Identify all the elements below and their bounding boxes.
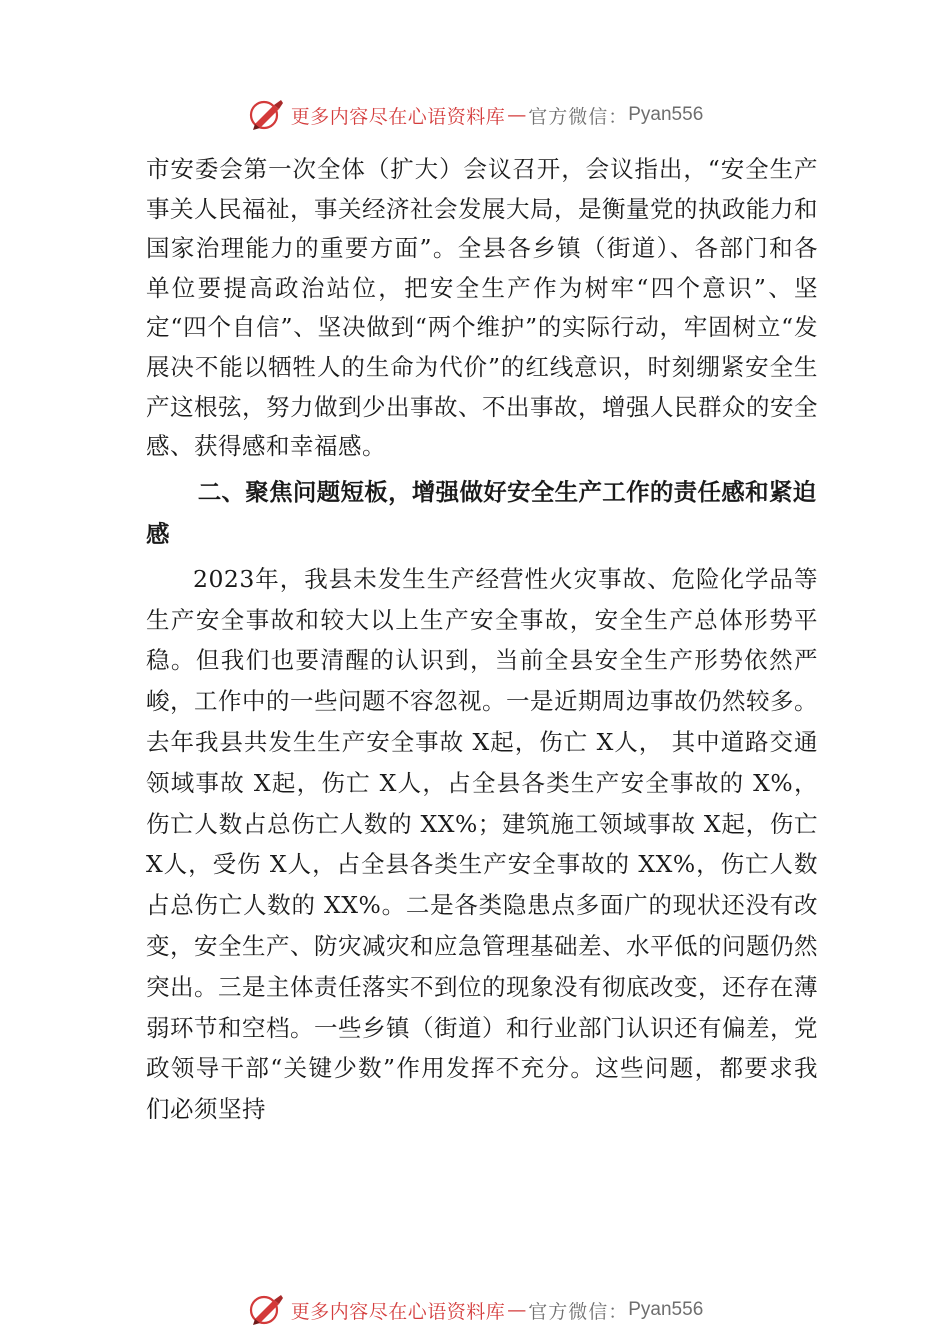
banner-wechat-id: Pyan556 bbox=[628, 1299, 704, 1320]
banner-slogan: 更多内容尽在心语资料库 bbox=[290, 105, 506, 128]
banner-wechat-label: 官方微信： bbox=[528, 1300, 629, 1323]
pen-logo-icon bbox=[247, 1292, 287, 1328]
footer-banner bbox=[0, 1290, 950, 1330]
banner-dash: — bbox=[507, 1299, 527, 1321]
document-body bbox=[146, 150, 818, 1130]
paragraph-2: 2023年，我县未发生生产经营性火灾事故、危险化学品等生产安全事故和较大以上生产安全事故，安全生产总体形势平稳。但我们也要清醒的认识到，当前全县安全生产形势依然严峻，工作中的一些问题不容忽视。一是近期周边事故仍然较多。去年我县共发生生产安全事故 X起，伤亡 X人， 其中道路交通领域事故 X起，伤亡 X人，占全县各类生产安全事故的 X%，伤亡人数占总伤亡人数的 XX%；建筑施工领域事故 X起，伤亡 X人，受伤 X人，占全县各类生产安全事故的 XX%，伤亡人数占总伤亡人数的 XX%。二是各类隐患点多面广的现状还没有改变，安全生产、防灾减灾和应急管理基础差、水平低的问题仍然突出。三是主体责任落实不到位的现象没有彻底改变，还存在薄弱环节和空档。一些乡镇（街道）和行业部门认识还有偏差，党政领导干部“关键少数”作用发挥不充分。这些问题，都要求我们必须坚持 bbox=[146, 564, 818, 1124]
paragraph-1: 市安委会第一次全体（扩大）会议召开，会议指出，“安全生产事关人民福祉，事关经济社会发展大局，是衡量党的执政能力和国家治理能力的重要方面”。全县各乡镇（街道）、各部门和各单位要提高政治站位，把安全生产作为树牢“四个意识”、坚定“四个自信”、坚决做到“两个维护”的实际行动，牢固树立“发展决不能以牺牲人的生命为代价”的红线意识，时刻绷紧安全生产这根弦，努力做到少出事故、不出事故，增强人民群众的安全感、获得感和幸福感。 bbox=[146, 155, 818, 461]
header-banner bbox=[0, 95, 950, 135]
banner-slogan: 更多内容尽在心语资料库 bbox=[290, 1300, 506, 1323]
banner-wechat-id: Pyan556 bbox=[628, 104, 704, 125]
banner-wechat-label: 官方微信： bbox=[528, 105, 629, 128]
pen-logo-icon bbox=[247, 97, 287, 133]
banner-dash: — bbox=[507, 104, 527, 126]
section-heading-2: 二、聚焦问题短板，增强做好安全生产工作的责任感和紧迫感 bbox=[146, 477, 817, 548]
